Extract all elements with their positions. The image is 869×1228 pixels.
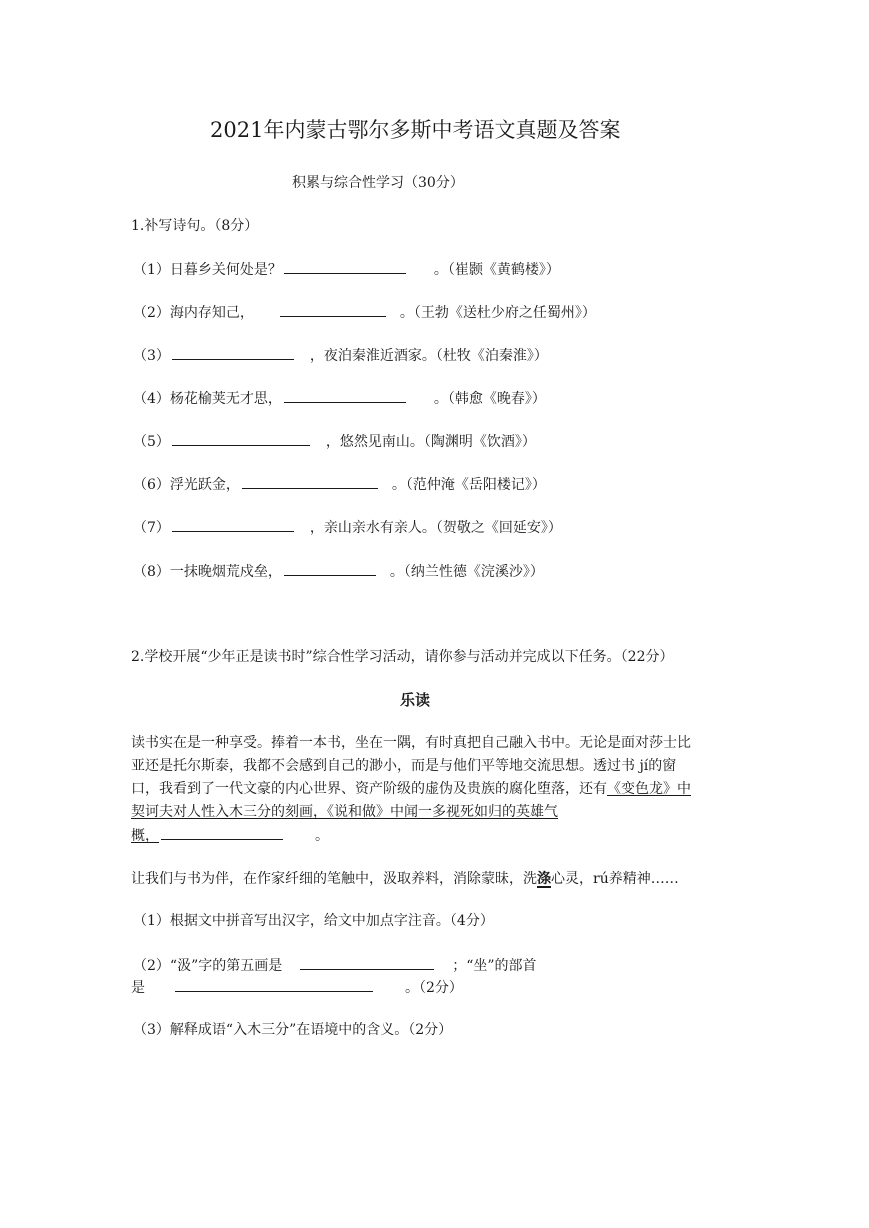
underlined-text: 概，: [131, 828, 159, 844]
answer-blank[interactable]: [175, 977, 373, 992]
passage-line-4: 契诃夫对人性入木三分的刻画，《说和做》中闻一多视死如归的英雄气: [131, 804, 558, 820]
dotted-character: 涤: [537, 871, 551, 887]
question-text: ；“坐”的部首: [452, 958, 537, 974]
question-text: 。（2分）: [405, 980, 463, 996]
q1-item-3: [133, 345, 548, 366]
passage-text: 让我们与书为伴，在作家纤细的笔触中，汲取养料，消除蒙昧，洗: [131, 871, 537, 887]
answer-blank[interactable]: [242, 474, 378, 489]
item-text-before: 杨花榆荚无才思，: [169, 391, 282, 407]
answer-blank[interactable]: [172, 431, 310, 446]
item-text-after: ，亲山亲水有亲人。（贺敬之《回延安》）: [309, 520, 562, 536]
q2-heading: 2.学校开展“少年正是读书时”综合性学习活动，请你参与活动并完成以下任务。（22分）: [131, 649, 674, 665]
q1-item-8: [133, 561, 544, 582]
item-text-before: 海内存知己，: [169, 305, 254, 321]
q1-heading: 1.补写诗句。（8分）: [131, 218, 259, 234]
q1-item-7: [133, 517, 562, 538]
item-text-before: 日暮乡关何处是？: [169, 262, 282, 278]
passage-text: 心灵，rú养精神……: [551, 871, 679, 887]
q2-sub-1: （1）根据文中拼音写出汉字，给文中加点字注音。（4分）: [133, 913, 494, 929]
page-title: 2021年内蒙古鄂尔多斯中考语文真题及答案: [210, 118, 621, 142]
answer-blank[interactable]: [172, 345, 294, 360]
q2-sub-2-line-1: [133, 955, 537, 976]
q1-item-2: [133, 302, 596, 323]
answer-blank[interactable]: [284, 388, 406, 403]
q2-sub-3: （3）解释成语“入木三分”在语境中的含义。（2分）: [133, 1022, 453, 1038]
passage-text: 口，我看到了一代文豪的内心世界、资产阶级的虚伪及贵族的腐化堕落，还有: [131, 781, 607, 797]
answer-blank[interactable]: [172, 517, 294, 532]
item-number: （8）: [133, 564, 170, 580]
passage-paragraph-2: [131, 869, 679, 889]
item-number: （4）: [133, 391, 170, 407]
item-text-after: 。（范仲淹《岳阳楼记》）: [391, 477, 546, 493]
item-text-after: ，悠然见南山。（陶渊明《饮酒》）: [325, 434, 536, 450]
item-text-after: 。（纳兰性德《浣溪沙》）: [389, 564, 544, 580]
item-number: （3）: [133, 348, 170, 364]
answer-blank[interactable]: [280, 302, 386, 317]
item-number: （7）: [133, 520, 170, 536]
passage-line-3: [131, 779, 691, 799]
passage-line-1: 读书实在是一种享受。捧着一本书，坐在一隅，有时真把自己融入书中。无论是面对莎士比: [131, 735, 691, 751]
q1-item-6: [133, 474, 546, 495]
item-number: （5）: [133, 434, 170, 450]
item-text-after: 。（韩愈《晚春》）: [433, 391, 546, 407]
item-text-after: 。（王勃《送杜少府之任蜀州》）: [399, 305, 596, 321]
q1-item-5: [133, 431, 536, 452]
reading-title: 乐读: [400, 691, 431, 709]
question-text: 是: [131, 980, 145, 996]
q2-sub-2-line-2: [131, 977, 463, 998]
item-number: （2）: [133, 305, 170, 321]
q1-item-1: [133, 259, 560, 280]
answer-blank[interactable]: [161, 825, 283, 840]
section-heading: 积累与综合性学习（30分）: [292, 175, 464, 191]
passage-text: 。: [315, 828, 329, 844]
item-text-after: ，夜泊秦淮近酒家。（杜牧《泊秦淮》）: [309, 348, 548, 364]
passage-line-2: 亚还是托尔斯泰，我都不会感到自己的渺小，而是与他们平等地交流思想。透过书 jí的窗: [131, 758, 677, 774]
question-text: （2）“汲”字的第五画是: [133, 958, 283, 974]
answer-blank[interactable]: [284, 561, 376, 576]
q1-item-4: [133, 388, 546, 409]
item-text-after: 。（崔颢《黄鹤楼》）: [433, 262, 560, 278]
item-text-before: 浮光跃金，: [169, 477, 240, 493]
item-number: （6）: [133, 477, 170, 493]
item-number: （1）: [133, 262, 170, 278]
passage-line-5: [131, 825, 329, 846]
underlined-text: 《变色龙》中: [607, 781, 691, 797]
item-text-before: 一抹晚烟荒戍垒，: [169, 564, 282, 580]
answer-blank[interactable]: [284, 259, 406, 274]
answer-blank[interactable]: [300, 955, 434, 970]
